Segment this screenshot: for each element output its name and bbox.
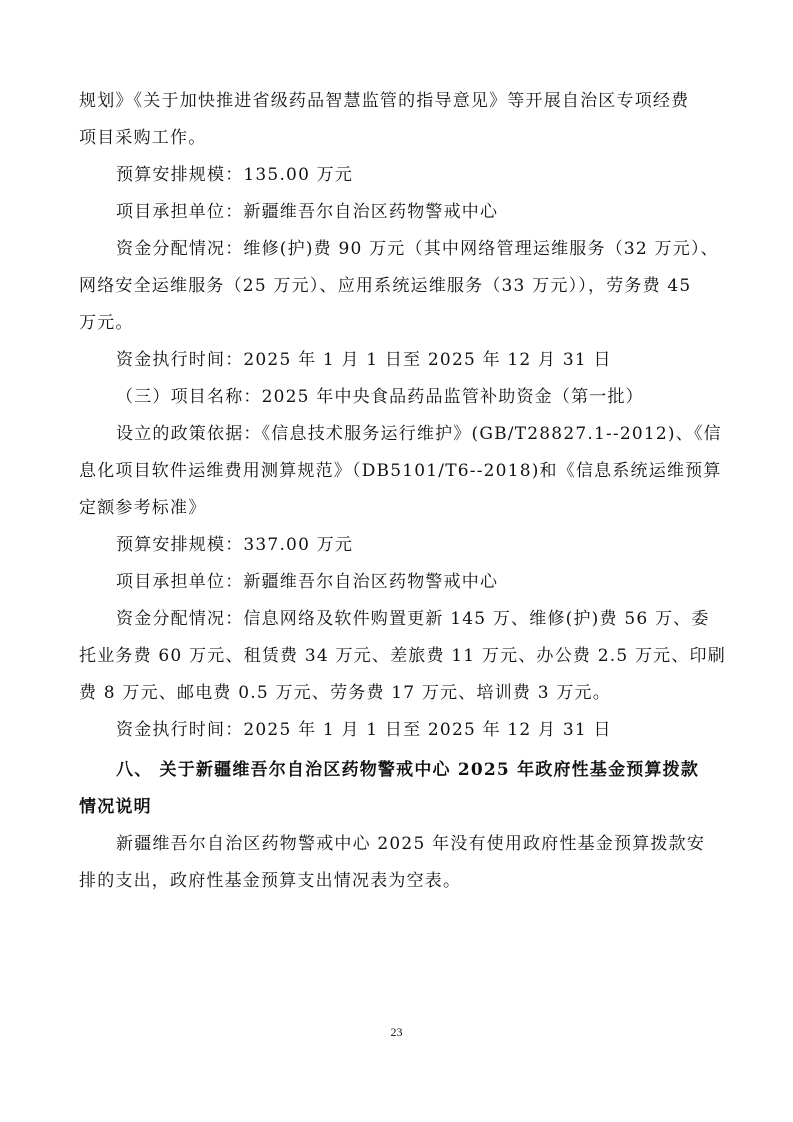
paragraph-line: 资金分配情况：信息网络及软件购置更新 145 万、维修(护)费 56 万、委 [116, 609, 710, 629]
paragraph-line: 项目采购工作。 [79, 128, 207, 148]
paragraph-line: 项目承担单位：新疆维吾尔自治区药物警戒中心 [116, 572, 499, 592]
section-heading: 情况说明 [79, 797, 152, 817]
paragraph-line: 预算安排规模：337.00 万元 [116, 535, 354, 555]
page-number: 23 [390, 1025, 403, 1039]
section-heading: 八、 关于新疆维吾尔自治区药物警戒中心 2025 年政府性基金预算拨款 [116, 760, 700, 780]
paragraph-line: 项目承担单位：新疆维吾尔自治区药物警戒中心 [116, 202, 499, 222]
paragraph-line: 费 8 万元、邮电费 0.5 万元、劳务费 17 万元、培训费 3 万元。 [79, 683, 611, 703]
paragraph-line: 新疆维吾尔自治区药物警戒中心 2025 年没有使用政府性基金预算拨款安 [116, 834, 706, 854]
paragraph-line: 设立的政策依据：《信息技术服务运行维护》(GB/T28827.1--2012)、《信 [116, 424, 722, 444]
section-heading: （三）项目名称：2025 年中央食品药品监管补助资金（第一批） [116, 387, 644, 407]
paragraph-line: 万元。 [79, 313, 134, 333]
paragraph-line: 托业务费 60 万元、租赁费 34 万元、差旅费 11 万元、办公费 2.5 万元、印刷 [79, 646, 726, 666]
paragraph-line: 息化项目软件运维费用测算规范》（DB5101/T6--2018)和《信息系统运维预算 [79, 461, 722, 481]
paragraph-line: 预算安排规模：135.00 万元 [116, 165, 354, 185]
paragraph-line: 定额参考标准》 [79, 498, 207, 518]
paragraph-line: 资金分配情况：维修(护)费 90 万元（其中网络管理运维服务（32 万元）、 [116, 239, 719, 259]
paragraph-line: 排的支出，政府性基金预算支出情况表为空表。 [79, 871, 462, 891]
paragraph-line: 资金执行时间：2025 年 1 月 1 日至 2025 年 12 月 31 日 [116, 720, 612, 740]
paragraph-line: 网络安全运维服务（25 万元）、应用系统运维服务（33 万元）），劳务费 45 [79, 276, 692, 296]
paragraph-line: 资金执行时间：2025 年 1 月 1 日至 2025 年 12 月 31 日 [116, 350, 612, 370]
paragraph-line: 规划》《关于加快推进省级药品智慧监管的指导意见》等开展自治区专项经费 [79, 91, 690, 111]
